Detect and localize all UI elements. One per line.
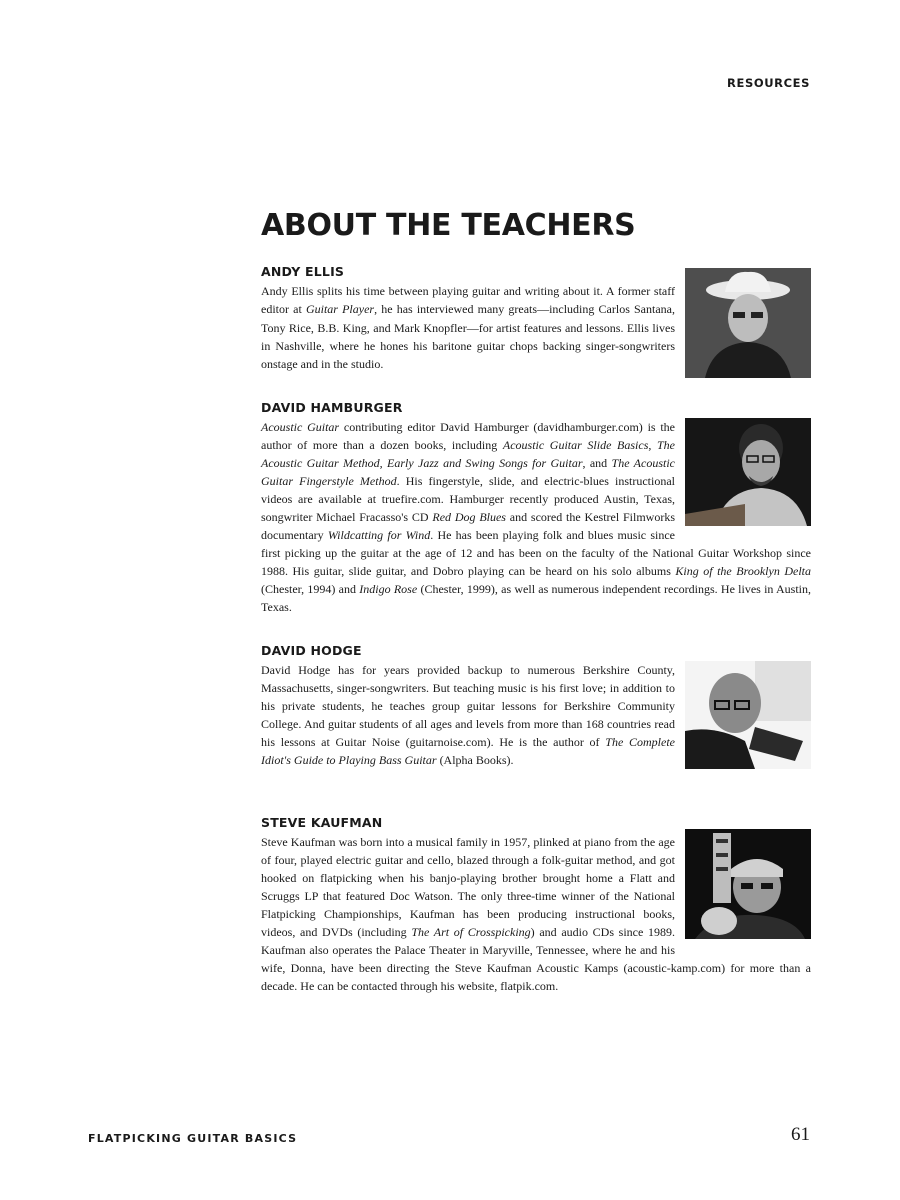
- bio-name: DAVID HAMBURGER: [261, 400, 403, 415]
- bio-text-segment: Steve Kaufman was born into a musical family in 1957, plinked at piano from the age of four, played electric guitar and cello, blazed through a folk-guitar method, and got hooked on flatpicking when his banjo-playing brother brought home a Flatt and Scruggs LP that featured Doc Watson. The only three-time winner of the National Flatpicking Championships, Kaufman has been producing instructional books, videos, and DVDs (including: [261, 835, 675, 939]
- bio-text-italic: Acoustic Guitar Slide Basics, The Acoustic Guitar Method, Early Jazz and Swing Songs for Guitar: [261, 438, 675, 470]
- bio-text-italic: The Art of Crosspicking: [411, 925, 531, 939]
- photo-andy-ellis: [685, 268, 811, 378]
- bio-name: DAVID HODGE: [261, 643, 362, 658]
- bio-text-italic: Acoustic Guitar: [261, 420, 340, 434]
- page-number: 61: [791, 1124, 810, 1145]
- photo-steve-kaufman: [685, 829, 811, 939]
- bio-david-hodge: [261, 643, 811, 773]
- bio-text-segment: , he has interviewed many greats—including Carlos Santana, Tony Rice, B.B. King, and Mark Knopfler—for artist features and lessons. Ellis lives in Nashville, where he hones his baritone guitar chops backing singer-songwriters onstage and in the studio.: [261, 302, 675, 372]
- bio-text-italic: The Acoustic Guitar Fingerstyle Method: [261, 456, 676, 488]
- bio-andy-ellis: [261, 264, 811, 382]
- bio-text: [261, 282, 811, 373]
- bio-text-segment: and scored the Kestrel Filmworks documentary: [261, 510, 675, 542]
- bio-text-segment: (Chester, 1999), as well as numerous independent recordings. He lives in Austin, Texas.: [261, 582, 812, 614]
- bio-text-italic: Wildcatting for Wind: [327, 528, 431, 542]
- bio-text-segment: contributing editor David Hamburger (davidhamburger.com) is the author of more than a dozen books, including: [261, 420, 676, 452]
- bio-text-segment: . His fingerstyle, slide, and electric-blues instructional videos are available at truefire.com. Hamburger recently produced Austin, Texas, songwriter Michael Fracasso's CD: [261, 474, 676, 524]
- bio-text-italic: The Complete Idiot's Guide to Playing Bass Guitar: [261, 735, 675, 767]
- bio-text-segment: David Hodge has for years provided backup to numerous Berkshire County, Massachusetts, singer-songwriters. But teaching music is his first love; in addition to his private students, he teaches group guitar lessons for Berkshire Community College. And guitar students of all ages and levels from more than 168 countries read his lessons at Guitar Noise (guitarnoise.com). He is the author of: [261, 663, 675, 749]
- photo-david-hodge: [685, 661, 811, 769]
- bio-text-segment: (Alpha Books).: [436, 753, 514, 767]
- bio-text-italic: Guitar Player: [305, 302, 375, 317]
- bio-text-italic: King of the Brooklyn Delta: [675, 564, 811, 578]
- photo-david-hamburger: [685, 418, 811, 526]
- section-label: RESOURCES: [727, 76, 810, 90]
- bio-name: ANDY ELLIS: [261, 264, 345, 279]
- page-title: ABOUT THE TEACHERS: [261, 208, 636, 243]
- bio-text: [261, 661, 811, 769]
- bio-david-hamburger: [261, 400, 811, 616]
- bio-text-segment: Andy Ellis splits his time between playing guitar and writing about it. A former staff editor at: [261, 284, 675, 317]
- bio-text: [261, 833, 811, 995]
- footer-book-title: FLATPICKING GUITAR BASICS: [88, 1132, 298, 1145]
- bio-text-segment: . He has been playing folk and blues music since first picking up the guitar at the age of 12 and has been on the faculty of the National Guitar Workshop since 1988. His guitar, slide guitar, and Dobro playing can be heard on his solo albums: [261, 528, 811, 578]
- bio-text-segment: , and: [582, 456, 612, 470]
- bio-text-segment: (Chester, 1994) and: [261, 582, 360, 596]
- bio-name: STEVE KAUFMAN: [261, 815, 383, 830]
- bio-text: [261, 418, 811, 616]
- bio-text-italic: Red Dog Blues: [432, 510, 506, 524]
- bio-text-segment: ) and audio CDs since 1989. Kaufman also operates the Palace Theater in Maryville, Tennessee, where he and his wife, Donna, have been directing the Steve Kaufman Acoustic Kamps (acoustic-kamp.com) for more than a decade. He can be contacted through his website, flatpik.com.: [261, 925, 811, 993]
- bio-text-italic: Indigo Rose: [359, 582, 418, 596]
- bio-steve-kaufman: [261, 815, 811, 995]
